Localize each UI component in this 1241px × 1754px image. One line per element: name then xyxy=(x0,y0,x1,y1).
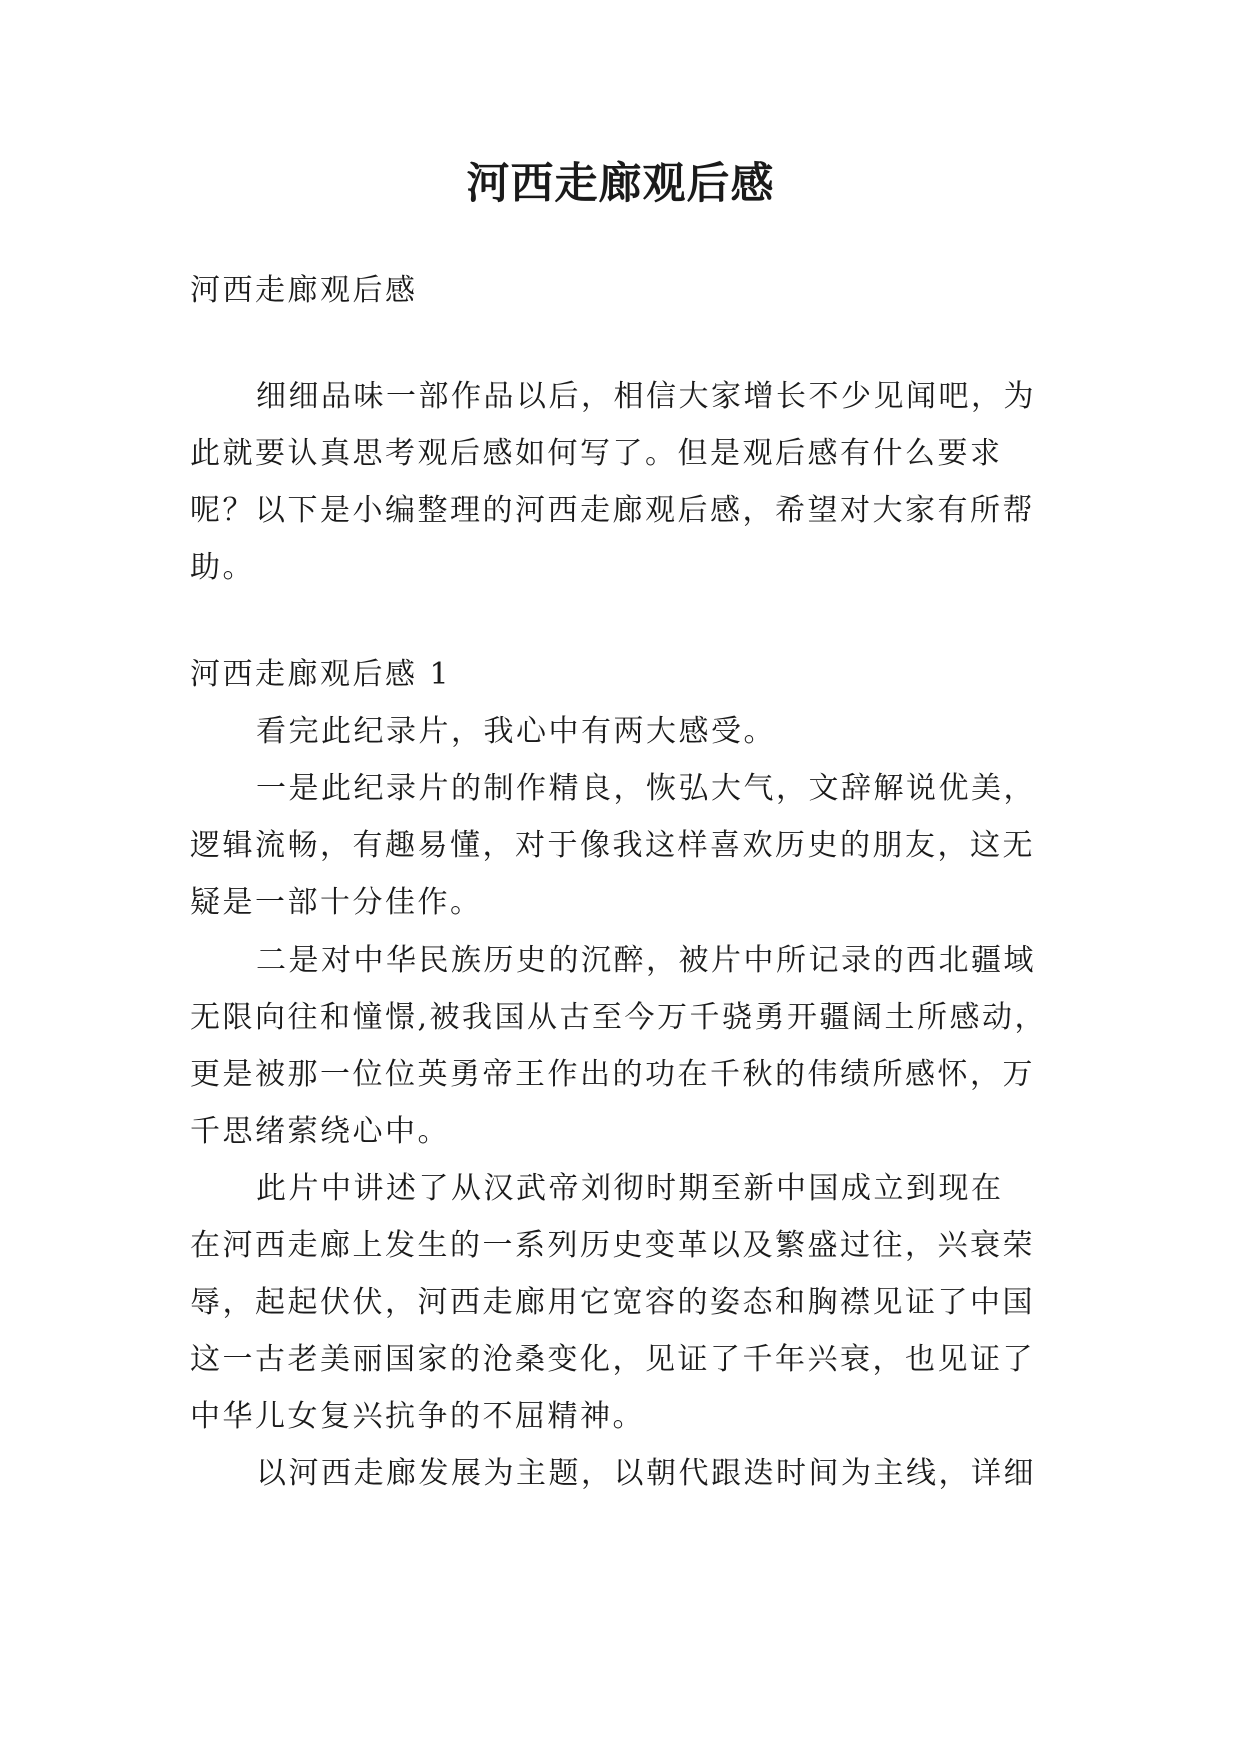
paragraph-3-line-4: 千思绪萦绕心中。 xyxy=(190,1114,450,1149)
paragraph-4-line-4: 这一古老美丽国家的沧桑变化，见证了千年兴衰，也见证了 xyxy=(190,1342,1035,1377)
paragraph-3-line-2: 无限向往和憧憬,被我国从古至今万千骁勇开疆阔土所感动， xyxy=(190,1000,1048,1035)
document-title: 河西走廊观后感 xyxy=(466,159,775,209)
paragraph-3-line-3: 更是被那一位位英勇帝王作出的功在千秋的伟绩所感怀，万 xyxy=(190,1057,1035,1092)
paragraph-5-line-1: 以河西走廊发展为主题，以朝代跟迭时间为主线，详细 xyxy=(256,1456,1036,1491)
intro-line-1: 细细品味一部作品以后，相信大家增长不少见闻吧，为 xyxy=(256,379,1036,414)
paragraph-2-line-3: 疑是一部十分佳作。 xyxy=(190,885,483,920)
paragraph-4-line-3: 辱，起起伏伏，河西走廊用它宽容的姿态和胸襟见证了中国 xyxy=(190,1285,1035,1320)
section-heading: 河西走廊观后感 1 xyxy=(190,657,452,692)
paragraph-3-line-1: 二是对中华民族历史的沉醉，被片中所记录的西北疆域 xyxy=(256,943,1036,978)
paragraph-1-line-1: 看完此纪录片，我心中有两大感受。 xyxy=(256,714,776,749)
paragraph-4-line-5: 中华儿女复兴抗争的不屈精神。 xyxy=(190,1399,645,1434)
paragraph-4-line-1: 此片中讲述了从汉武帝刘彻时期至新中国成立到现在 xyxy=(256,1171,1004,1206)
subheading: 河西走廊观后感 xyxy=(190,273,418,308)
paragraph-2-line-2: 逻辑流畅，有趣易懂，对于像我这样喜欢历史的朋友，这无 xyxy=(190,828,1035,863)
intro-line-4: 助。 xyxy=(190,550,255,585)
paragraph-4-line-2: 在河西走廊上发生的一系列历史变革以及繁盛过往，兴衰荣 xyxy=(190,1228,1035,1263)
paragraph-2-line-1: 一是此纪录片的制作精良，恢弘大气，文辞解说优美， xyxy=(256,771,1036,806)
intro-line-3: 呢？以下是小编整理的河西走廊观后感，希望对大家有所帮 xyxy=(190,493,1035,528)
intro-line-2: 此就要认真思考观后感如何写了。但是观后感有什么要求 xyxy=(190,436,1003,471)
